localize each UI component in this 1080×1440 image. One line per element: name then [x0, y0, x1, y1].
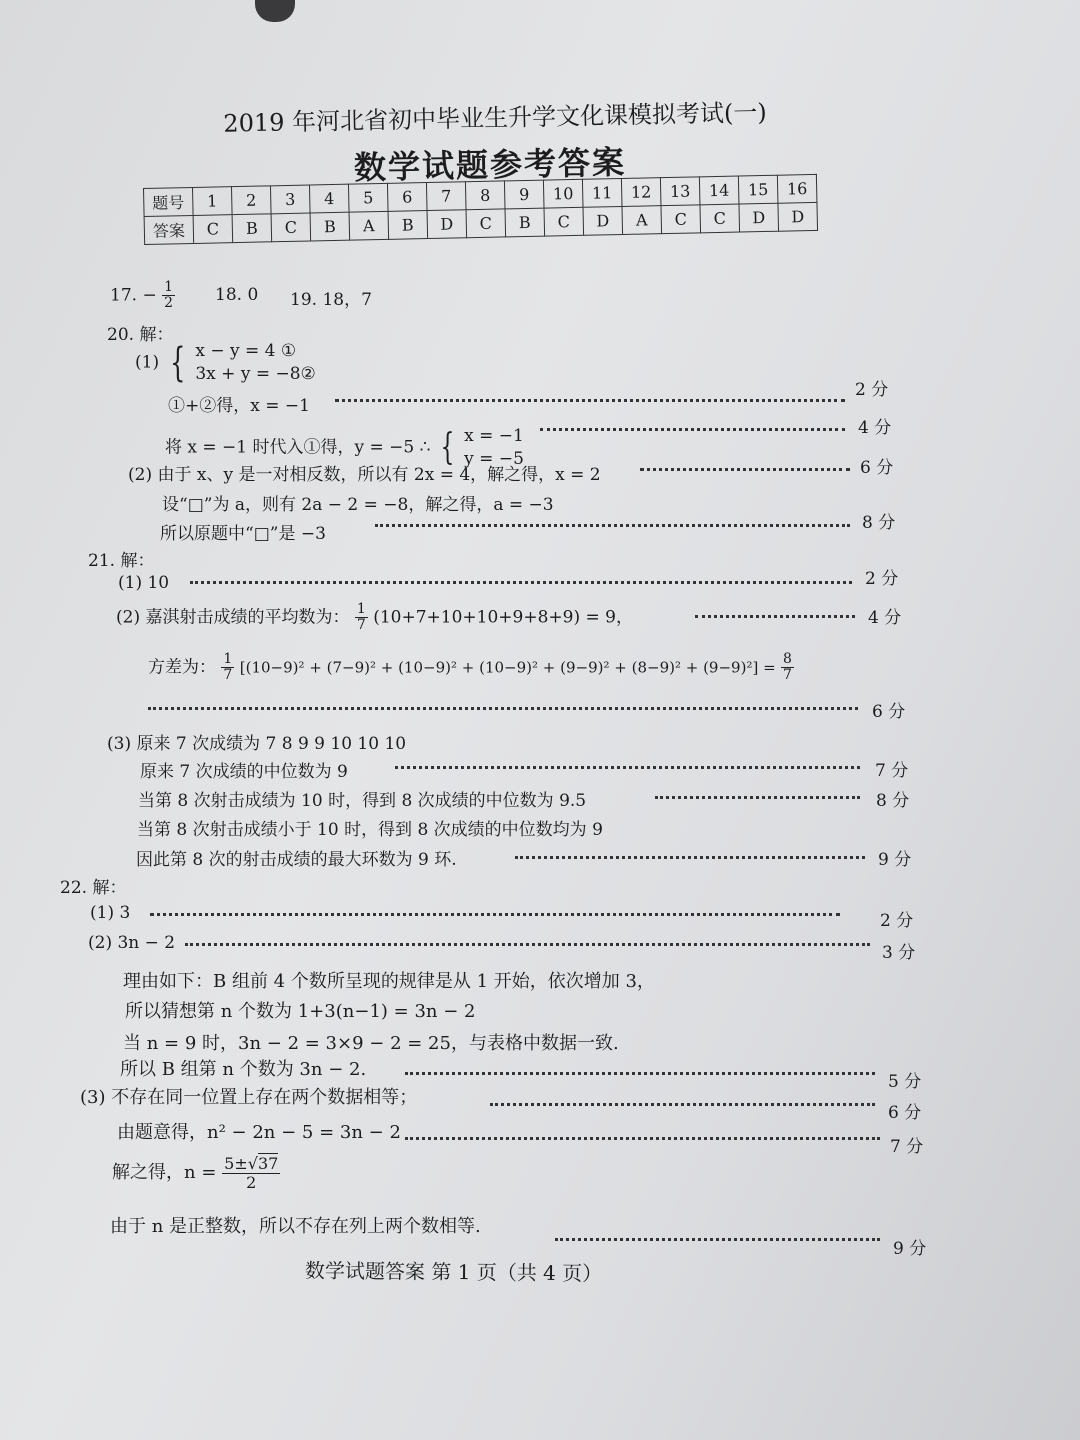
q18-answer: 18. 0 — [215, 285, 259, 305]
leader-dots — [150, 913, 840, 916]
score: 9 分 — [878, 850, 912, 870]
score: 2 分 — [865, 569, 899, 589]
q22-part3c: 解之得，n = $\frac{5\pm√37}{2}$ — [112, 1154, 279, 1192]
q21-variance: 方差为： $\frac{1}{7}$ [(10−9)² + (7−9)² + (10−9)² + (10−9)² + (9−9)² + (8−9)² + (9−9)²] = $\frac{8}{7}$ — [148, 651, 792, 684]
answer-cell: D — [739, 203, 779, 232]
question-number: 1 — [192, 187, 232, 216]
answer-cell: C — [661, 205, 701, 234]
answer-cell: B — [232, 214, 272, 243]
leader-dots — [405, 1072, 875, 1075]
answer-cell: C — [700, 204, 740, 233]
equation-system: x − y = 4 ① 3x + y = −8② — [195, 341, 316, 384]
fraction: $\frac{5\pm√37}{2}$ — [224, 1154, 279, 1192]
score: 8 分 — [876, 791, 910, 811]
score: 3 分 — [882, 943, 916, 963]
score: 2 分 — [855, 380, 889, 400]
question-number: 6 — [387, 183, 427, 212]
answer-cell: B — [505, 208, 545, 237]
question-number: 15 — [738, 175, 778, 204]
question-number: 5 — [348, 183, 388, 212]
question-number: 7 — [426, 182, 466, 211]
brace-symbol: { — [169, 339, 185, 386]
q20-part2b: 设“□”为 a，则有 2a − 2 = −8，解之得，a = −3 — [162, 495, 554, 515]
score: 6 分 — [888, 1103, 922, 1123]
row-header-answer: 答案 — [144, 215, 194, 244]
fraction: $\frac{1}{7}$ — [223, 651, 233, 684]
question-number: 10 — [543, 179, 583, 208]
leader-dots — [555, 1238, 880, 1241]
answer-cell: D — [583, 206, 623, 235]
score: 4 分 — [858, 418, 892, 438]
leader-dots — [515, 856, 865, 859]
leader-dots — [405, 1137, 880, 1140]
answer-cell: C — [271, 213, 311, 242]
page-footer: 数学试题答案 第 1 页（共 4 页） — [304, 1258, 603, 1286]
q22-part3b: 由题意得，n² − 2n − 5 = 3n − 2 — [117, 1122, 401, 1143]
leader-dots — [490, 1103, 875, 1106]
fraction: $\frac{1}{7}$ — [356, 601, 366, 634]
q21-part3e: 因此第 8 次的射击成绩的最大环数为 9 环. — [136, 850, 457, 870]
answer-cell: B — [388, 211, 428, 240]
score: 7 分 — [875, 761, 909, 781]
score: 8 分 — [862, 513, 896, 533]
leader-dots — [185, 943, 870, 946]
leader-dots — [695, 615, 855, 618]
answer-cell: C — [193, 215, 233, 244]
leader-dots — [395, 766, 860, 769]
q20-part1: (1) { x − y = 4 ① 3x + y = −8② — [135, 339, 316, 386]
background-object — [255, 0, 295, 22]
q20-part2c: 所以原题中“□”是 −3 — [160, 524, 326, 544]
fraction: $\frac{8}{7}$ — [783, 651, 792, 684]
q21-part3b: 原来 7 次成绩的中位数为 9 — [140, 762, 348, 782]
score: 5 分 — [888, 1072, 922, 1092]
answer-cell: B — [310, 212, 350, 241]
q22-reason1: 理由如下：B 组前 4 个数所呈现的规律是从 1 开始，依次增加 3， — [123, 971, 655, 992]
q21-head: 21. 解： — [88, 551, 155, 571]
question-number: 3 — [270, 185, 310, 214]
question-number: 9 — [504, 180, 544, 209]
answer-cell: A — [349, 211, 389, 240]
question-number: 12 — [621, 178, 661, 207]
leader-dots — [190, 581, 852, 584]
brace-symbol: { — [440, 426, 455, 468]
leader-dots — [640, 468, 850, 471]
q21-part3c: 当第 8 次射击成绩为 10 时，得到 8 次成绩的中位数为 9.5 — [138, 791, 587, 811]
leader-dots — [655, 796, 860, 799]
leader-dots — [540, 428, 845, 431]
q19-answer: 19. 18，7 — [290, 290, 372, 310]
question-number: 14 — [699, 176, 739, 205]
score: 7 分 — [890, 1137, 924, 1157]
q22-reason4: 所以 B 组第 n 个数为 3n − 2. — [120, 1059, 367, 1080]
q22-head: 22. 解： — [60, 878, 127, 898]
q20-head: 20. 解： — [107, 325, 174, 345]
question-number: 8 — [465, 181, 505, 210]
q17-fraction: $\frac{1}{2}$ — [164, 279, 174, 312]
q21-part3d: 当第 8 次射击成绩小于 10 时，得到 8 次成绩的中位数均为 9 — [137, 820, 603, 840]
question-number: 4 — [309, 184, 349, 213]
answer-cell: D — [778, 202, 818, 231]
q22-part3d: 由于 n 是正整数，所以不存在列上两个数相等. — [110, 1216, 481, 1237]
question-number: 2 — [231, 186, 271, 215]
score: 6 分 — [872, 702, 906, 722]
answer-cell: D — [427, 210, 467, 239]
answer-table — [143, 174, 818, 245]
q22-part1: (1) 3 — [90, 903, 131, 923]
q17-answer — [110, 280, 175, 312]
score: 2 分 — [880, 911, 914, 931]
score: 9 分 — [893, 1239, 927, 1259]
q22-reason2: 所以猜想第 n 个数为 1+3(n−1) = 3n − 2 — [125, 1001, 476, 1022]
q20-step2: 将 x = −1 时代入①得，y = −5 ∴ { x = −1 y = −5 — [165, 426, 524, 469]
q20-step1: ①+②得，x = −1 — [168, 396, 310, 416]
q21-part2: (2) 嘉淇射击成绩的平均数为： $\frac{1}{7}$ (10+7+10+10+9+8+9) = 9， — [116, 601, 633, 634]
solution-system: x = −1 y = −5 — [464, 426, 524, 469]
answer-key-title: 数学试题参考答案 — [353, 143, 627, 187]
question-number: 16 — [777, 174, 817, 203]
question-number: 13 — [660, 177, 700, 206]
score: 6 分 — [860, 458, 894, 478]
question-number: 11 — [582, 178, 622, 207]
answer-cell: C — [544, 207, 584, 236]
row-header-number: 题号 — [144, 187, 194, 216]
q22-part2: (2) 3n − 2 — [88, 933, 176, 953]
answer-cell: A — [622, 206, 662, 235]
leader-dots — [335, 399, 845, 402]
q22-part3: (3) 不存在同一位置上存在两个数据相等； — [80, 1087, 418, 1108]
q20-part2: (2) 由于 x、y 是一对相反数，所以有 2x = 4，解之得，x = 2 — [128, 465, 601, 485]
q17-label: 17. − — [110, 285, 157, 306]
q21-part3a: (3) 原来 7 次成绩为 7 8 9 9 10 10 10 — [107, 734, 407, 754]
answer-cell: C — [466, 209, 506, 238]
exam-title: 2019 年河北省初中毕业生升学文化课模拟考试(一) — [223, 98, 768, 138]
leader-dots — [148, 707, 858, 710]
q21-part1: (1) 10 — [118, 573, 170, 593]
q22-reason3: 当 n = 9 时，3n − 2 = 3×9 − 2 = 25，与表格中数据一致. — [123, 1033, 619, 1054]
leader-dots — [375, 524, 850, 527]
score: 4 分 — [868, 608, 902, 628]
